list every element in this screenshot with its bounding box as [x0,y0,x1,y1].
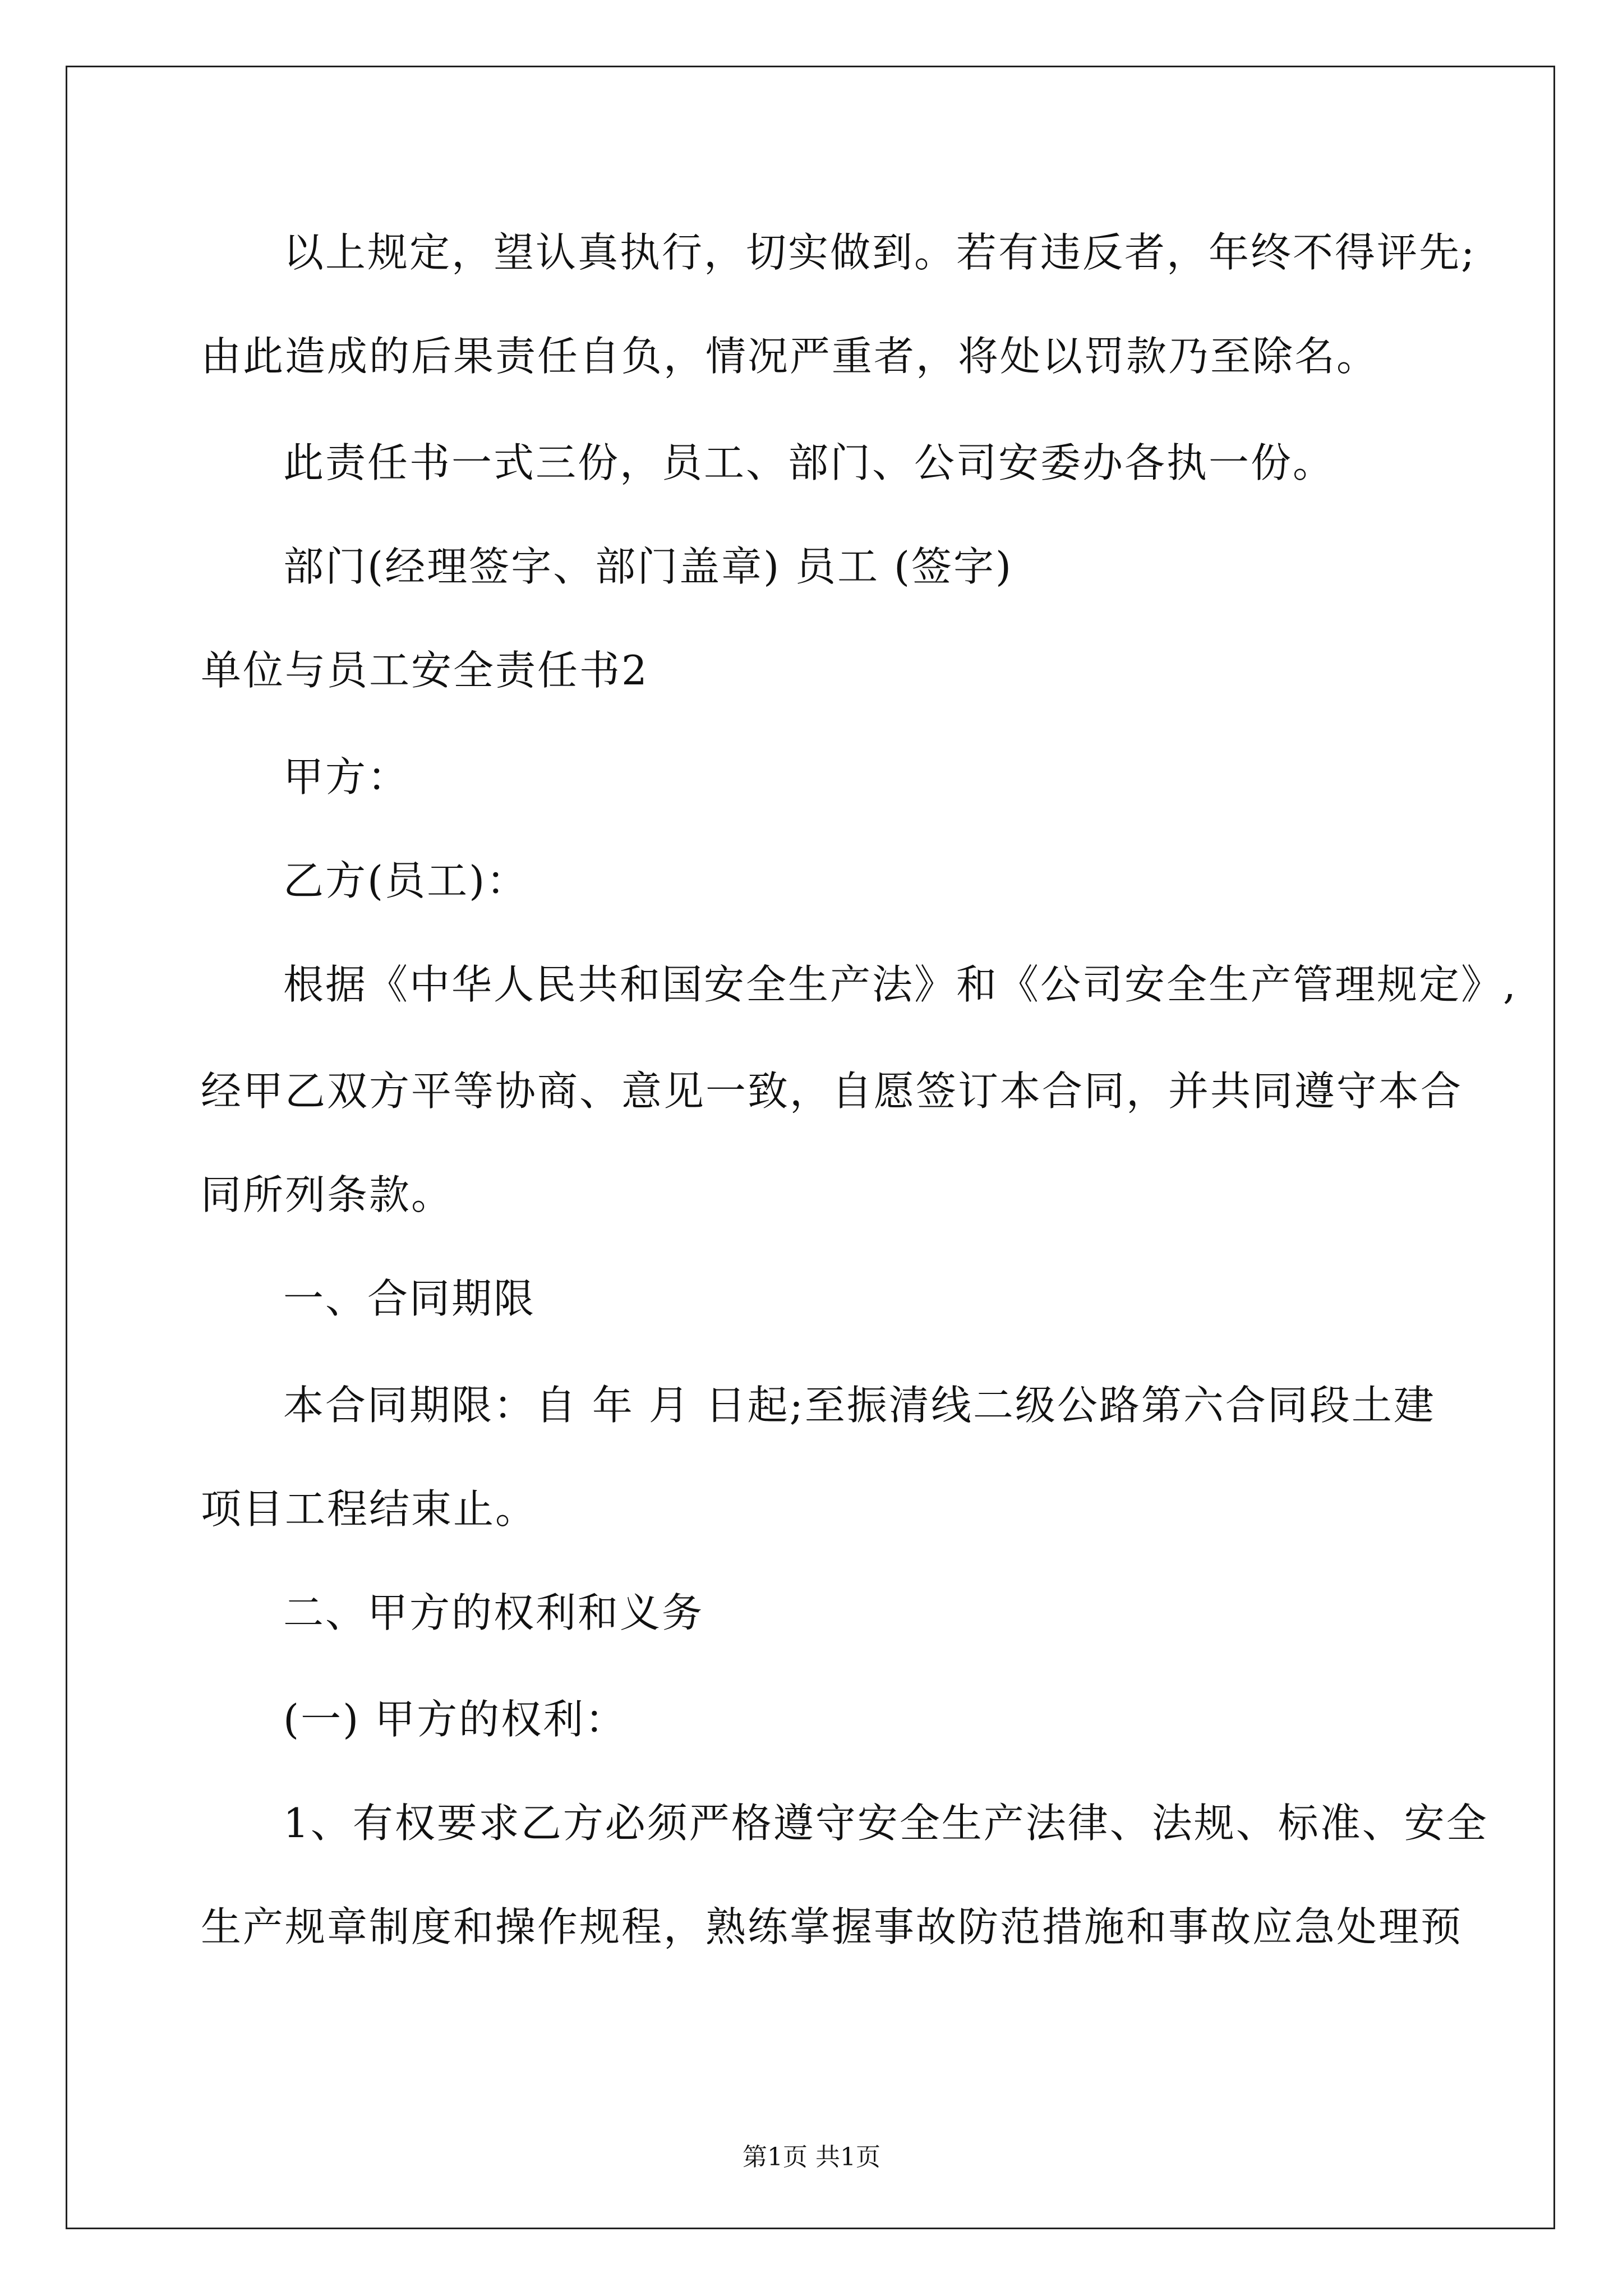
clause-heading: 二、甲方的权利和义务 [283,1589,704,1636]
clause-heading: 一、合同期限 [283,1275,536,1322]
paragraph-line: 经甲乙双方平等协商、意见一致，自愿签订本合同，并共同遵守本合 [201,1068,1463,1115]
page-footer: 第1页 共1页 [743,2143,880,2171]
section-title: 单位与员工安全责任书2 [201,647,649,694]
paragraph-line: 同所列条款。 [201,1171,454,1218]
paragraph-line: 由此造成的后果责任自负，情况严重者，将处以罚款乃至除名。 [201,333,1379,380]
paragraph-line: 1、有权要求乙方必须严格遵守安全生产法律、法规、标准、安全 [283,1800,1488,1847]
paragraph-line: 项目工程结束止。 [201,1485,538,1533]
sub-clause-heading: (一) 甲方的权利： [283,1696,628,1743]
party-a-line: 甲方： [283,753,410,800]
paragraph-line: 此责任书一式三份，员工、部门、公司安委办各执一份。 [283,439,1335,486]
signature-line: 部门(经理签字、部门盖章) 员工 (签字) [283,543,1013,590]
paragraph-line: 以上规定，望认真执行，切实做到。若有违反者，年终不得评先; [283,229,1477,276]
party-b-line: 乙方(员工)： [283,857,529,904]
paragraph-line: 根据《中华人民共和国安全生产法》和《公司安全生产管理规定》, [283,961,1518,1008]
paragraph-line: 本合同期限：自 年 月 日起;至振清线二级公路第六合同段土建 [283,1382,1436,1429]
paragraph-line: 生产规章制度和操作规程，熟练掌握事故防范措施和事故应急处理预 [201,1903,1463,1950]
